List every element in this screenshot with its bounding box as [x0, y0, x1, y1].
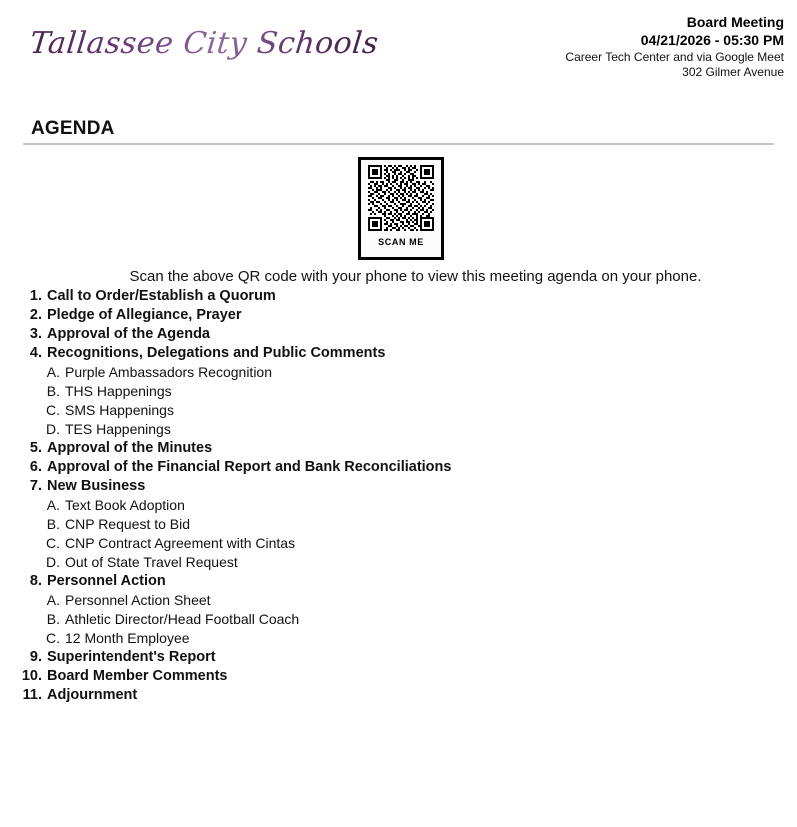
agenda-item-label: Recognitions, Delegations and Public Comments — [47, 345, 386, 361]
agenda-item-label: Adjournment — [47, 687, 138, 703]
qr-code-block[interactable] — [358, 157, 444, 260]
agenda-subitem-label: Out of State Travel Request — [65, 554, 238, 570]
agenda-item[interactable] — [0, 668, 797, 687]
agenda-item-number: 2. — [29, 307, 42, 323]
agenda-subitem-label: Purple Ambassadors Recognition — [65, 364, 273, 380]
agenda-subitem-letter: A. — [46, 592, 60, 608]
page-title: AGENDA — [31, 118, 115, 139]
agenda-item-number: 1. — [29, 288, 42, 304]
agenda-subitem[interactable] — [0, 383, 797, 402]
agenda-subitem-letter: B. — [46, 516, 60, 532]
agenda-item-label: Approval of the Minutes — [47, 440, 213, 456]
agenda-item-number: 3. — [29, 326, 42, 342]
agenda-subitem[interactable] — [0, 611, 797, 630]
agenda-item-number: 5. — [29, 440, 42, 456]
agenda-subitem-label: Personnel Action Sheet — [65, 592, 211, 608]
agenda-subitem[interactable] — [0, 535, 797, 554]
agenda-subitem-letter: D. — [46, 421, 60, 437]
meeting-location: Career Tech Center and via Google Meet — [565, 49, 784, 64]
agenda-item[interactable] — [0, 459, 797, 478]
agenda-subitem-label: Text Book Adoption — [65, 497, 185, 513]
agenda-item[interactable] — [0, 307, 797, 326]
meeting-title: Board Meeting — [686, 14, 784, 30]
agenda-subitem-label: THS Happenings — [65, 383, 172, 399]
agenda-subitem-label: 12 Month Employee — [65, 630, 190, 646]
agenda-subitem[interactable] — [0, 516, 797, 535]
agenda-item[interactable] — [0, 649, 797, 668]
agenda-item[interactable] — [0, 345, 797, 364]
agenda-subitem[interactable] — [0, 592, 797, 611]
agenda-subitem[interactable] — [0, 402, 797, 421]
agenda-item-label: Call to Order/Establish a Quorum — [47, 288, 276, 304]
agenda-subitem-letter: C. — [46, 630, 60, 646]
agenda-subitem[interactable] — [0, 364, 797, 383]
agenda-item[interactable] — [0, 573, 797, 592]
qr-code-icon — [368, 165, 434, 231]
agenda-item-number: 6. — [29, 459, 42, 475]
meeting-info-block — [565, 14, 784, 81]
agenda-item-number: 9. — [29, 649, 42, 665]
agenda-item[interactable] — [0, 288, 797, 307]
agenda-item-number: 4. — [29, 345, 42, 361]
agenda-item-number: 11. — [22, 687, 42, 703]
agenda-item-label: Approval of the Financial Report and Bank Reconciliations — [47, 459, 452, 475]
agenda-item-label: Board Member Comments — [47, 668, 228, 684]
agenda-subitem-letter: A. — [46, 364, 60, 380]
agenda-item[interactable] — [0, 326, 797, 345]
agenda-item[interactable] — [0, 440, 797, 459]
agenda-item-label: Pledge of Allegiance, Prayer — [47, 307, 242, 323]
agenda-item[interactable] — [0, 478, 797, 497]
qr-caption: SCAN ME — [378, 237, 424, 247]
scan-instruction: Scan the above QR code with your phone to view this meeting agenda on your phone. — [129, 268, 702, 285]
agenda-subitem-label: CNP Contract Agreement with Cintas — [65, 535, 296, 551]
agenda-item[interactable] — [0, 687, 797, 706]
agenda-subitem[interactable] — [0, 497, 797, 516]
meeting-address: 302 Gilmer Avenue — [682, 65, 784, 80]
agenda-subitem-label: TES Happenings — [65, 421, 171, 437]
agenda-item-label: Personnel Action — [47, 573, 166, 589]
agenda-subitem-label: CNP Request to Bid — [65, 516, 191, 532]
agenda-list — [0, 288, 797, 706]
agenda-subitem[interactable] — [0, 630, 797, 649]
agenda-subitem-letter: C. — [46, 402, 60, 418]
agenda-item-number: 10. — [21, 668, 42, 684]
agenda-item-label: New Business — [47, 478, 146, 494]
agenda-item-number: 7. — [29, 478, 42, 494]
agenda-subitem-letter: B. — [46, 611, 60, 627]
title-divider — [23, 143, 774, 145]
agenda-subitem-label: Athletic Director/Head Football Coach — [65, 611, 300, 627]
agenda-subitem-letter: C. — [46, 535, 60, 551]
agenda-subitem-letter: A. — [46, 497, 60, 513]
agenda-item-label: Superintendent's Report — [47, 649, 216, 665]
agenda-subitem[interactable] — [0, 554, 797, 573]
agenda-item-label: Approval of the Agenda — [47, 326, 210, 342]
agenda-subitem-label: SMS Happenings — [65, 402, 174, 418]
agenda-subitem-letter: D. — [46, 554, 60, 570]
agenda-item-number: 8. — [29, 573, 42, 589]
agenda-subitem-letter: B. — [46, 383, 60, 399]
agenda-subitem[interactable] — [0, 421, 797, 440]
school-logo: Tallassee City Schools — [28, 26, 381, 61]
meeting-datetime: 04/21/2026 - 05:30 PM — [640, 31, 784, 48]
page-header — [0, 0, 797, 110]
